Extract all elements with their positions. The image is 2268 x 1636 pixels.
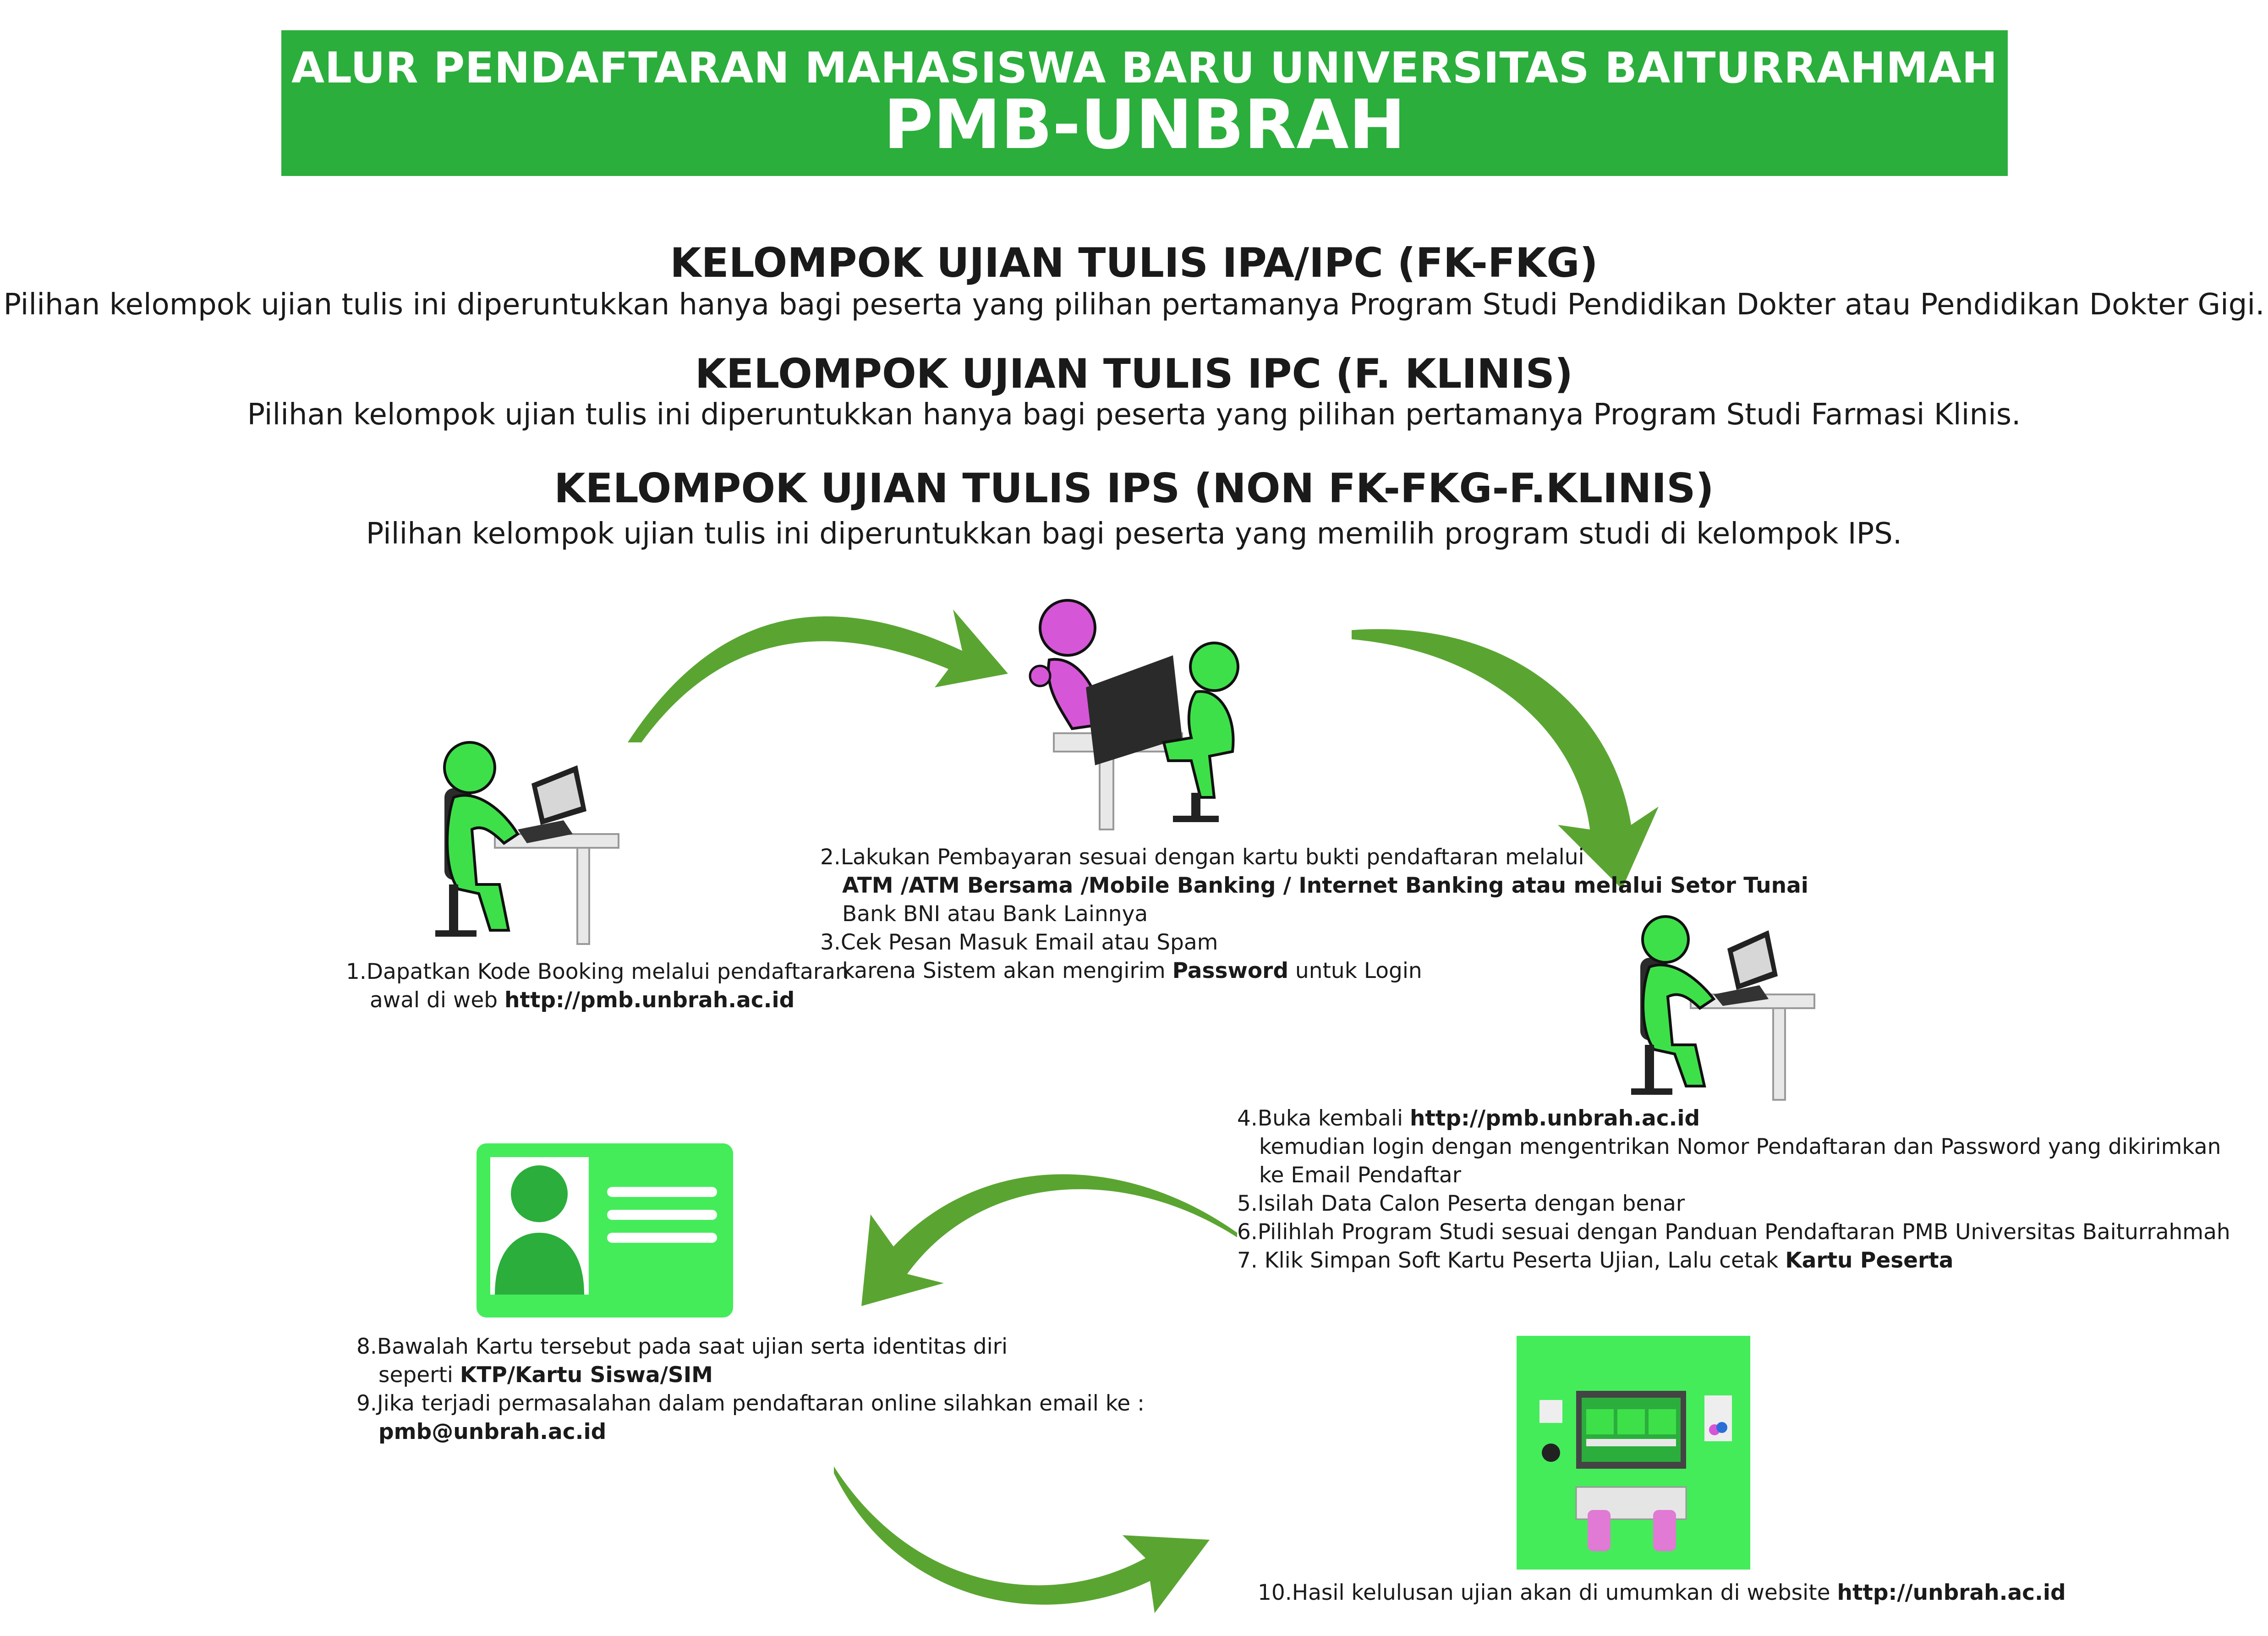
step-1-text2: awal di web — [370, 988, 505, 1013]
arrow-card-to-result — [834, 1466, 1210, 1613]
step-7-card: Kartu Peserta — [1785, 1248, 1954, 1273]
step-1 — [346, 958, 849, 1015]
step-9-text: Jika terjadi permasalahan dalam pendaftaran online silahkan email ke : — [377, 1391, 1145, 1416]
step-5-text: Isilah Data Calon Peserta dengan benar — [1257, 1191, 1685, 1216]
step-7-number: 7. — [1237, 1248, 1258, 1273]
step-4-text3: ke Email Pendaftar — [1259, 1163, 1462, 1188]
step-3-number: 3. — [820, 930, 841, 955]
group-desc-ipa: Pilihan kelompok ujian tulis ini diperuntukkan hanya bagi peserta yang pilihan pertamanya Program Studi Pendidikan Dokter atau Pendidikan Dokter Gigi. — [3, 288, 2265, 322]
person-computer-icon — [426, 733, 660, 949]
arrow-step1-to-step2 — [628, 609, 1008, 742]
step-10-text: Hasil kelulusan ujian akan di umumkan di website — [1292, 1580, 1837, 1605]
step-3-password: Password — [1172, 958, 1288, 983]
step-10-link[interactable]: http://unbrah.ac.id — [1837, 1580, 2066, 1605]
step-5-number: 5. — [1237, 1191, 1258, 1216]
step-2-3 — [820, 843, 1808, 985]
step-4-text2: kemudian login dengan mengentrikan Nomor Pendaftaran dan Password yang dikirimkan — [1259, 1134, 2221, 1159]
step-2-text: Lakukan Pembayaran sesuai dengan kartu bukti pendaftaran melalui — [840, 845, 1584, 870]
step-8-text: Bawalah Kartu tersebut pada saat ujian serta identitas diri — [377, 1334, 1008, 1359]
step-6-number: 6. — [1237, 1219, 1258, 1245]
step-9-email[interactable]: pmb@unbrah.ac.id — [378, 1419, 607, 1444]
step-8-number: 8. — [356, 1334, 377, 1359]
group-heading-ipc: KELOMPOK UJIAN TULIS IPC (F. KLINIS) — [695, 350, 1573, 397]
step-4-7 — [1237, 1104, 2230, 1275]
step-1-number: 1. — [346, 959, 367, 984]
website-result-icon — [1517, 1336, 1750, 1570]
step-2-payment-methods: ATM /ATM Bersama /Mobile Banking / Internet Banking atau melalui Setor Tunai — [842, 873, 1808, 898]
step-4-text: Buka kembali — [1257, 1106, 1410, 1131]
step-2-number: 2. — [820, 845, 841, 870]
step-4-number: 4. — [1237, 1106, 1258, 1131]
step-8-id-types: KTP/Kartu Siswa/SIM — [460, 1362, 713, 1388]
step-1-link[interactable]: http://pmb.unbrah.ac.id — [504, 988, 795, 1013]
group-heading-ipa: KELOMPOK UJIAN TULIS IPA/IPC (FK-FKG) — [670, 239, 1598, 286]
group-heading-ips: KELOMPOK UJIAN TULIS IPS (NON FK-FKG-F.KLINIS) — [554, 465, 1714, 512]
banner-title: ALUR PENDAFTARAN MAHASISWA BARU UNIVERSITAS BAITURRAHMAH — [291, 43, 1998, 93]
step-3-text2a: karena Sistem akan mengirim — [842, 958, 1172, 983]
step-9-number: 9. — [356, 1391, 377, 1416]
interview-payment-icon — [1026, 596, 1265, 834]
step-3-text2b: untuk Login — [1288, 958, 1422, 983]
group-desc-ipc: Pilihan kelompok ujian tulis ini diperuntukkan hanya bagi peserta yang pilihan pertamanya Program Studi Farmasi Klinis. — [247, 398, 2021, 432]
step-2-text2: Bank BNI atau Bank Lainnya — [842, 901, 1148, 927]
step-6-text: Pilihlah Program Studi sesuai dengan Panduan Pendaftaran PMB Universitas Baiturrahmah — [1257, 1219, 2230, 1245]
banner-subtitle: PMB-UNBRAH — [883, 85, 1406, 164]
id-card-icon — [477, 1143, 733, 1318]
step-7-text: Klik Simpan Soft Kartu Peserta Ujian, Lalu cetak — [1257, 1248, 1786, 1273]
arrow-step4-to-card — [861, 1174, 1237, 1306]
step-10 — [1258, 1579, 2066, 1607]
step-8-9 — [356, 1333, 1145, 1446]
group-desc-ips: Pilihan kelompok ujian tulis ini diperuntukkan bagi peserta yang memilih program studi di kelompok IPS. — [366, 517, 1902, 551]
step-1-text: Dapatkan Kode Booking melalui pendaftaran — [366, 959, 849, 984]
step-10-number: 10. — [1258, 1580, 1292, 1605]
step-8-text2: seperti — [378, 1362, 460, 1388]
step-3-text: Cek Pesan Masuk Email atau Spam — [840, 930, 1218, 955]
step-4-link[interactable]: http://pmb.unbrah.ac.id — [1409, 1106, 1700, 1131]
